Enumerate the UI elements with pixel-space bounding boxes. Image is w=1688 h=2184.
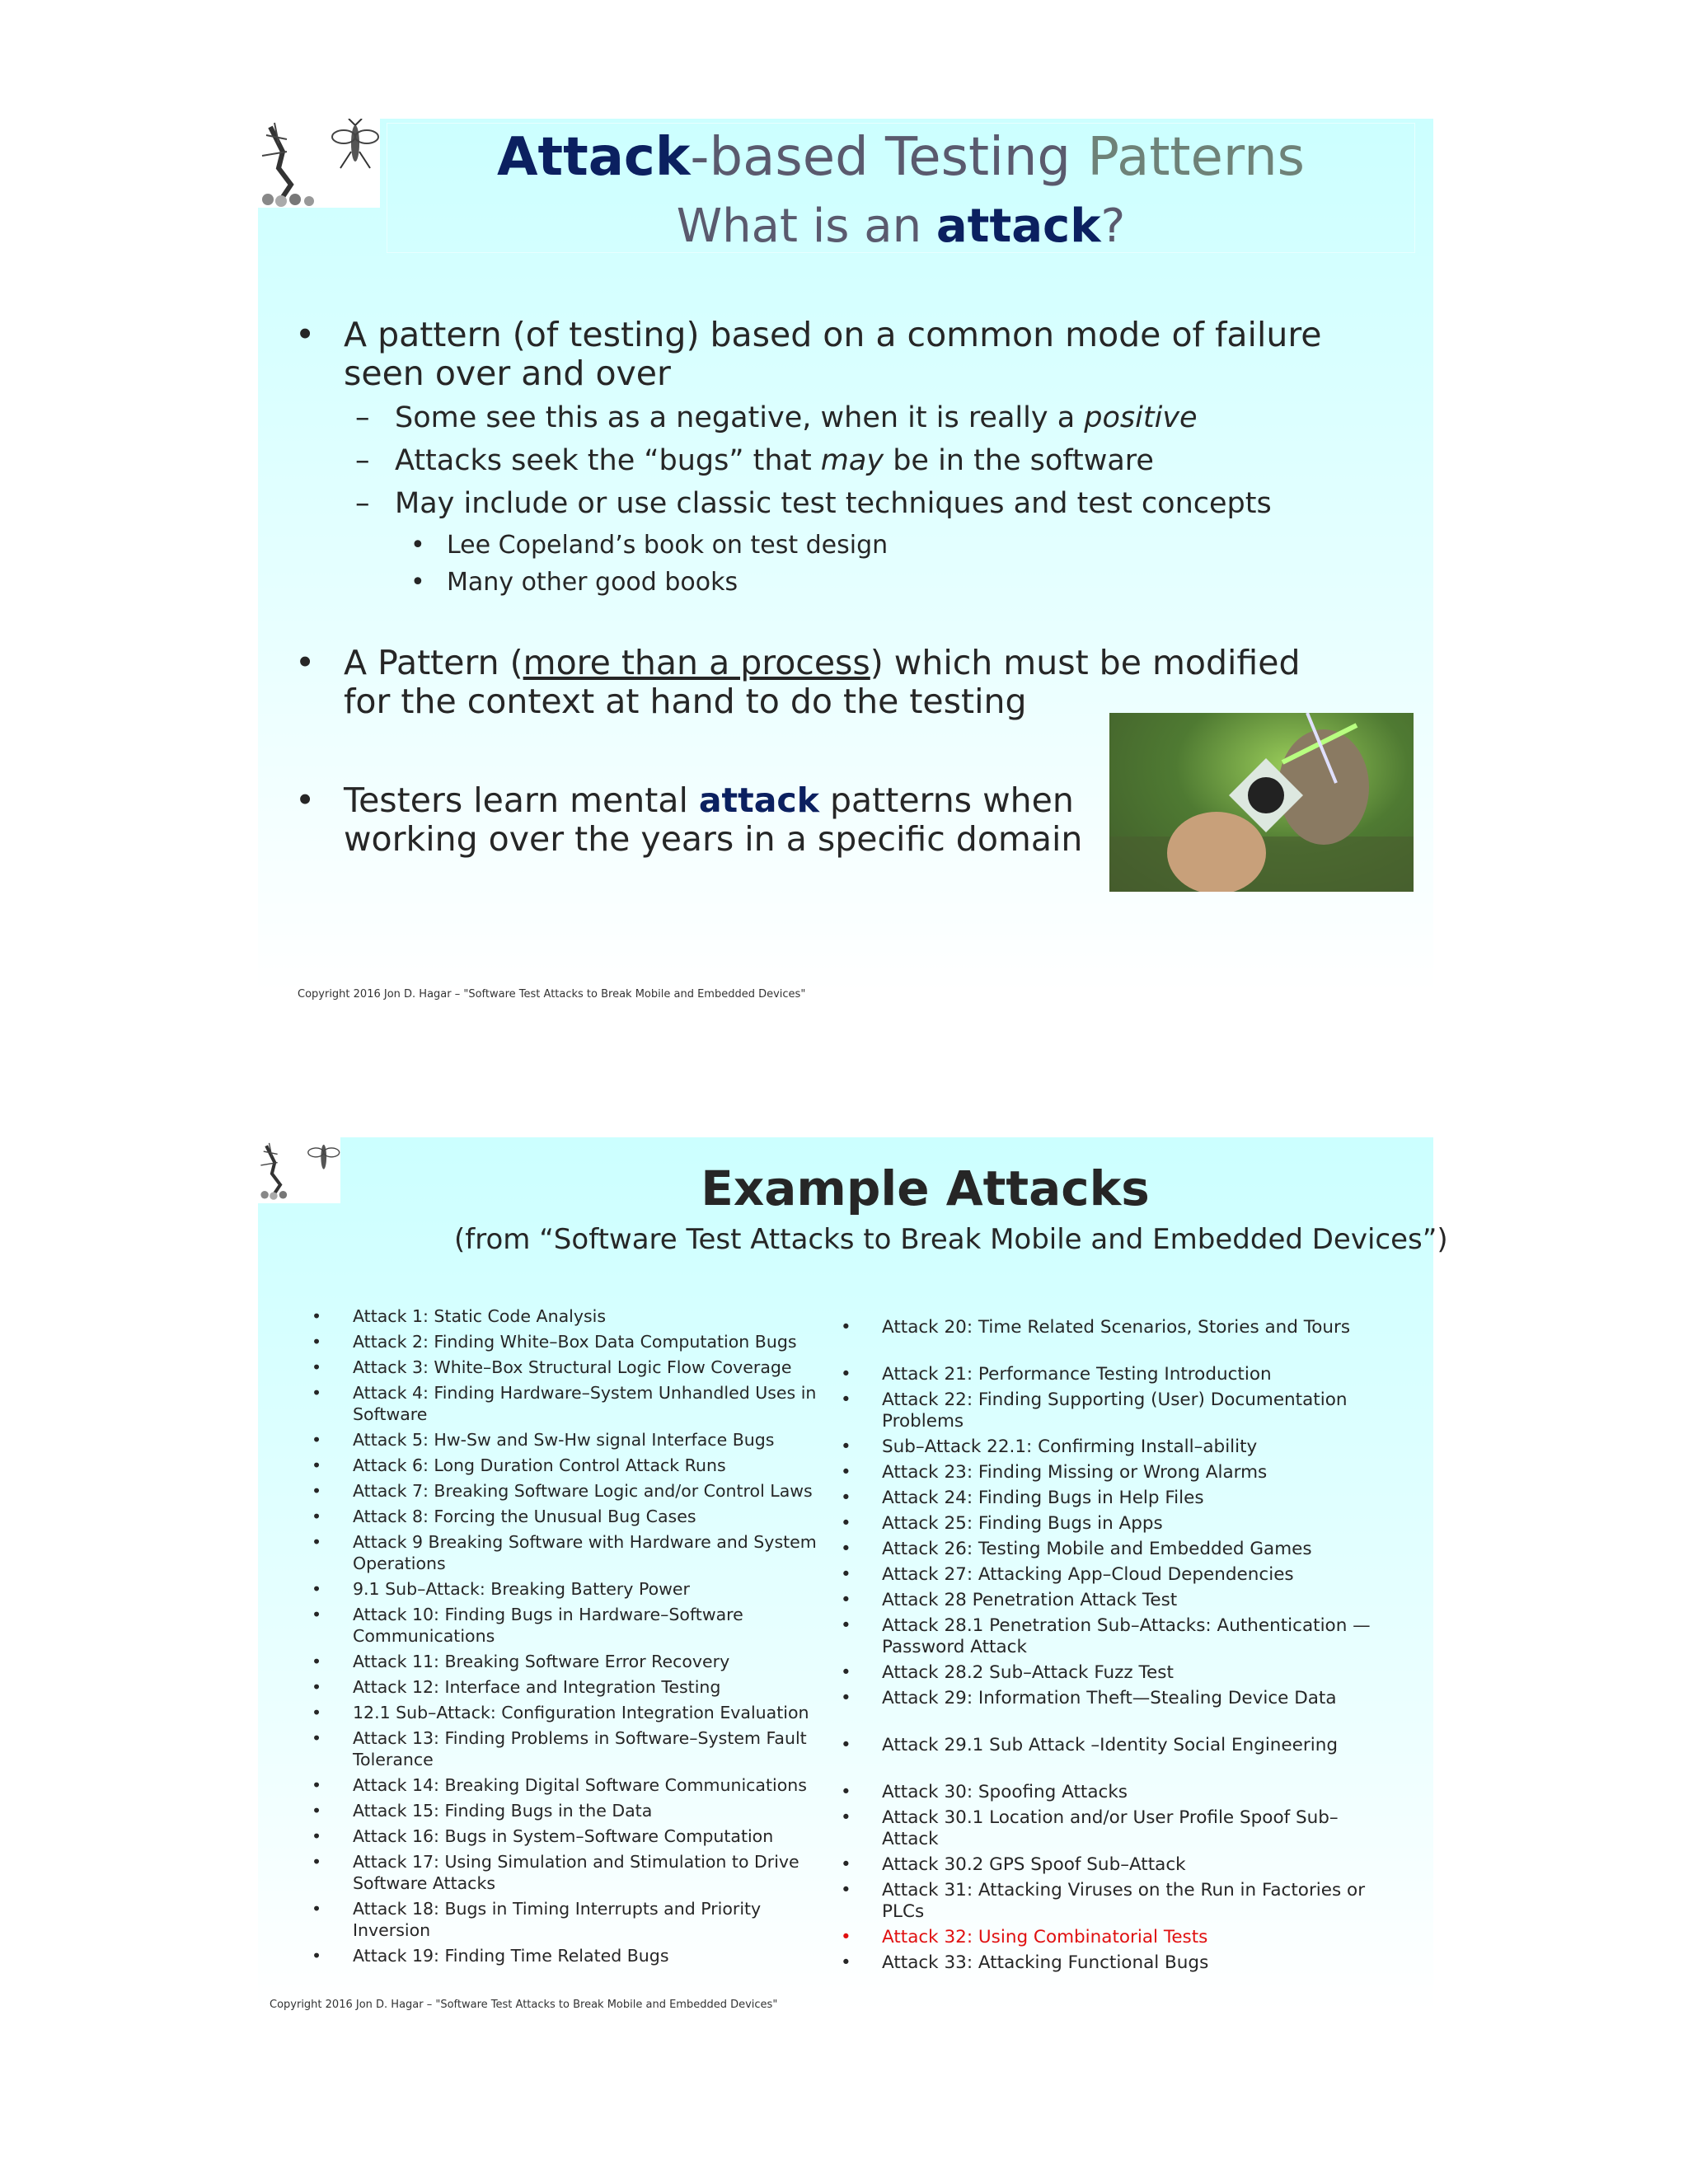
bullet-icon: •	[312, 1703, 322, 1722]
list-item	[312, 1531, 831, 1574]
list-item-text: 9.1 Sub–Attack: Breaking Battery Power	[353, 1579, 690, 1599]
bullet-icon: •	[841, 1854, 851, 1875]
list-item-text: Attack 19: Finding Time Related Bugs	[353, 1946, 669, 1966]
bullet-text: Testers learn mental attack patterns when	[344, 780, 1074, 820]
list-item-text: Attack 26: Testing Mobile and Embedded Games	[882, 1539, 1312, 1559]
list-item	[312, 1851, 831, 1894]
bullet-icon: •	[312, 1852, 322, 1872]
sub-bullet-text: Attacks seek the “bugs” that may be in the software	[395, 444, 1154, 477]
list-item	[312, 1727, 831, 1770]
list-item-text: Attack 31: Attacking Viruses on the Run in Factories or PLCs	[882, 1880, 1366, 1922]
list-item	[841, 1854, 1393, 1876]
list-item	[841, 1488, 1393, 1509]
list-item	[312, 1305, 831, 1327]
list-item	[841, 1688, 1393, 1709]
bullet-icon: •	[295, 315, 316, 354]
list-item-text: Attack 32: Using Combinatorial Tests	[882, 1927, 1208, 1947]
bullet-icon: •	[312, 1728, 322, 1748]
bullet-icon: •	[295, 780, 316, 820]
dash-icon: –	[355, 401, 370, 434]
list-item	[312, 1676, 831, 1698]
list-item-text: Attack 29: Information Theft—Stealing Device Data	[882, 1688, 1337, 1708]
list-item-text: Sub–Attack 22.1: Confirming Install–ability	[882, 1436, 1258, 1457]
slide-attack-based-testing	[258, 119, 1433, 1001]
list-item-text: Attack 4: Finding Hardware–System Unhandled Uses in Software	[353, 1383, 817, 1424]
list-item-text: Attack 21: Performance Testing Introduction	[882, 1364, 1272, 1385]
bullet-icon: •	[312, 1677, 322, 1697]
list-item	[841, 1952, 1393, 1974]
sub-sub-bullet-text: Lee Copeland’s book on test design	[447, 531, 889, 560]
list-item	[312, 1702, 831, 1723]
bullet-icon: •	[841, 1782, 851, 1802]
list-item	[312, 1651, 831, 1672]
list-item	[312, 1455, 831, 1476]
list-item-text: Attack 13: Finding Problems in Software–System Fault Tolerance	[353, 1728, 807, 1769]
title-box	[387, 123, 1415, 253]
list-item	[312, 1774, 831, 1796]
bullet-icon: •	[841, 1807, 851, 1828]
sub-sub-bullet-text: Many other good books	[447, 568, 738, 597]
bullet-icon: •	[312, 1605, 322, 1624]
list-item	[841, 1436, 1393, 1458]
bullet-icon: •	[410, 568, 425, 597]
bullet-icon: •	[312, 1332, 322, 1352]
bullet-icon: •	[312, 1481, 322, 1501]
list-item	[312, 1604, 831, 1647]
bullet-text: seen over and over	[344, 354, 671, 393]
bullet-icon: •	[841, 1390, 851, 1410]
list-item-text: Attack 30: Spoofing Attacks	[882, 1782, 1128, 1802]
list-item-text: Attack 5: Hw-Sw and Sw-Hw signal Interface Bugs	[353, 1430, 775, 1450]
sub-bullet-text: May include or use classic test techniques and test concepts	[395, 487, 1272, 520]
list-item-text: Attack 24: Finding Bugs in Help Files	[882, 1488, 1204, 1508]
list-item-text: Attack 33: Attacking Functional Bugs	[882, 1952, 1209, 1973]
bullet-icon: •	[312, 1507, 322, 1526]
list-item-text: Attack 2: Finding White–Box Data Computation Bugs	[353, 1332, 797, 1352]
list-item-text: Attack 28 Penetration Attack Test	[882, 1590, 1178, 1610]
bullet-icon: •	[841, 1539, 851, 1559]
bullet-icon: •	[841, 1564, 851, 1585]
list-item	[841, 1662, 1393, 1684]
bullet-icon: •	[312, 1826, 322, 1846]
attack-list-right	[841, 1317, 1393, 1978]
bullet-icon: •	[841, 1317, 851, 1338]
list-item-text: Attack 3: White–Box Structural Logic Flow Coverage	[353, 1357, 792, 1377]
list-item	[841, 1735, 1393, 1756]
list-item	[841, 1615, 1393, 1658]
list-item-text: Attack 28.2 Sub–Attack Fuzz Test	[882, 1662, 1174, 1683]
bullet-icon: •	[841, 1364, 851, 1385]
copyright-footer: Copyright 2016 Jon D. Hagar – "Software Test Attacks to Break Mobile and Embedded Devices"	[270, 1999, 778, 2011]
slide-example-attacks	[258, 1137, 1448, 2011]
bullet-icon: •	[841, 1513, 851, 1534]
bullet-icon: •	[841, 1436, 851, 1457]
bullet-icon: •	[312, 1532, 322, 1552]
list-item-text: Attack 23: Finding Missing or Wrong Alarms	[882, 1462, 1268, 1483]
list-item-text: Attack 12: Interface and Integration Testing	[353, 1677, 721, 1697]
list-item-text: Attack 17: Using Simulation and Stimulation to Drive Software Attacks	[353, 1852, 799, 1893]
bullet-icon: •	[410, 531, 425, 560]
list-item-text: Attack 30.2 GPS Spoof Sub–Attack	[882, 1854, 1186, 1875]
list-item	[841, 1364, 1393, 1385]
bullet-icon: •	[841, 1662, 851, 1683]
bullet-icon: •	[841, 1880, 851, 1900]
bullet-icon: •	[312, 1775, 322, 1795]
list-item-text: Attack 16: Bugs in System–Software Computation	[353, 1826, 774, 1846]
dash-icon: –	[355, 487, 370, 520]
bullet-text: for the context at hand to do the testing	[344, 682, 1027, 721]
list-item	[841, 1880, 1393, 1923]
list-item-text: Attack 11: Breaking Software Error Recovery	[353, 1652, 730, 1671]
list-item-text: Attack 14: Breaking Digital Software Communications	[353, 1775, 807, 1795]
slide-subtitle: (from “Software Test Attacks to Break Mobile and Embedded Devices”)	[454, 1223, 1448, 1256]
list-item-text: Attack 25: Finding Bugs in Apps	[882, 1513, 1163, 1534]
bullet-icon: •	[312, 1306, 322, 1326]
list-item-text: Attack 10: Finding Bugs in Hardware–Software Communications	[353, 1605, 743, 1646]
bullet-icon: •	[841, 1590, 851, 1610]
bullet-icon: •	[841, 1488, 851, 1508]
bullet-icon: •	[312, 1430, 322, 1450]
list-item	[312, 1800, 831, 1821]
slide-title: Attack-based Testing Patterns	[497, 127, 1305, 188]
list-item	[312, 1331, 831, 1352]
list-item	[841, 1807, 1393, 1850]
list-item-text: Attack 8: Forcing the Unusual Bug Cases	[353, 1507, 696, 1526]
bullet-icon: •	[841, 1688, 851, 1708]
list-item-text: Attack 27: Attacking App–Cloud Dependencies	[882, 1564, 1294, 1585]
bullet-icon: •	[312, 1946, 322, 1966]
bullet-icon: •	[312, 1357, 322, 1377]
bullet-icon: •	[841, 1615, 851, 1636]
list-item-text: Attack 20: Time Related Scenarios, Stories and Tours	[882, 1317, 1351, 1338]
jedi-squirrel-photo	[1109, 713, 1414, 892]
bullet-icon: •	[312, 1579, 322, 1599]
copyright-footer: Copyright 2016 Jon D. Hagar – "Software Test Attacks to Break Mobile and Embedded Devices"	[298, 988, 806, 1001]
list-item	[841, 1782, 1393, 1803]
bullet-icon: •	[312, 1383, 322, 1403]
list-item	[312, 1357, 831, 1378]
dash-icon: –	[355, 444, 370, 477]
list-item-text: Attack 15: Finding Bugs in the Data	[353, 1801, 653, 1821]
list-item-text: Attack 6: Long Duration Control Attack Runs	[353, 1455, 726, 1475]
list-item	[312, 1578, 831, 1600]
slide-subtitle: What is an attack?	[676, 199, 1126, 253]
bullet-icon: •	[841, 1927, 851, 1947]
list-item	[841, 1590, 1393, 1611]
bullet-icon: •	[312, 1801, 322, 1821]
list-item	[312, 1480, 831, 1502]
list-item	[841, 1539, 1393, 1560]
slide-title: Example Attacks	[701, 1160, 1150, 1216]
list-item	[312, 1898, 831, 1941]
list-item	[312, 1825, 831, 1847]
list-item	[312, 1382, 831, 1425]
list-item-text: Attack 9 Breaking Software with Hardware and System Operations	[353, 1532, 817, 1573]
bullet-icon: •	[312, 1455, 322, 1475]
list-item-text: Attack 1: Static Code Analysis	[353, 1306, 607, 1326]
bullet-text: A Pattern (more than a process) which must be modified	[344, 643, 1301, 682]
bullet-icon: •	[841, 1952, 851, 1973]
list-item-text: Attack 22: Finding Supporting (User) Documentation Problems	[882, 1390, 1348, 1432]
attack-list-left	[312, 1305, 831, 1971]
list-item-text: Attack 30.1 Location and/or User Profile Spoof Sub–Attack	[882, 1807, 1339, 1849]
sub-bullet-text: Some see this as a negative, when it is really a positive	[395, 401, 1198, 434]
list-item	[312, 1429, 831, 1451]
bullet-icon: •	[312, 1652, 322, 1671]
bullet-icon: •	[295, 643, 316, 682]
list-item	[841, 1462, 1393, 1483]
list-item-text: 12.1 Sub–Attack: Configuration Integration Evaluation	[353, 1703, 809, 1722]
bullet-icon: •	[841, 1462, 851, 1483]
list-item	[841, 1390, 1393, 1432]
bug-logo-icon	[258, 119, 380, 208]
list-item-text: Attack 29.1 Sub Attack –Identity Social Engineering	[882, 1735, 1338, 1755]
list-item	[312, 1506, 831, 1527]
list-item	[841, 1317, 1393, 1338]
list-item	[312, 1945, 831, 1966]
bullet-icon: •	[312, 1899, 322, 1919]
list-item	[841, 1513, 1393, 1535]
bullet-text: working over the years in a specific domain	[344, 819, 1083, 859]
list-item-text: Attack 28.1 Penetration Sub–Attacks: Authentication — Password Attack	[882, 1615, 1371, 1657]
list-item-text: Attack 18: Bugs in Timing Interrupts and Priority Inversion	[353, 1899, 762, 1940]
list-item	[841, 1564, 1393, 1586]
list-item	[841, 1927, 1393, 1948]
bullet-text: A pattern (of testing) based on a common mode of failure	[344, 315, 1322, 354]
list-item-text: Attack 7: Breaking Software Logic and/or Control Laws	[353, 1481, 813, 1501]
bullet-icon: •	[841, 1735, 851, 1755]
